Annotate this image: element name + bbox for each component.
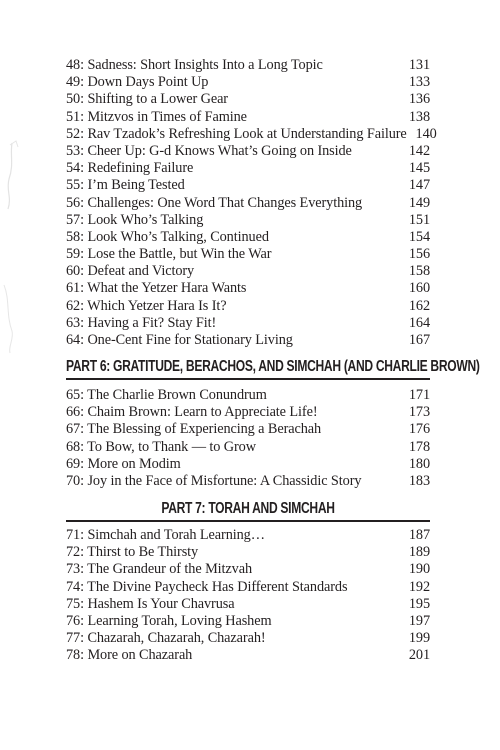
entry-title: 73: The Grandeur of the Mitzvah xyxy=(66,561,253,578)
toc-entry xyxy=(66,387,430,404)
entry-page-number: 197 xyxy=(408,612,430,629)
toc-entry xyxy=(66,143,430,160)
entry-page-number: 201 xyxy=(408,647,430,664)
entry-page-number: 149 xyxy=(408,194,430,211)
entry-title: 50: Shifting to a Lower Gear xyxy=(66,91,228,108)
toc-entry xyxy=(66,630,430,647)
entry-page-number: 176 xyxy=(408,421,430,438)
toc-part-7-list xyxy=(66,527,430,665)
entry-title: 58: Look Who’s Talking, Continued xyxy=(66,228,269,245)
entry-title: 65: The Charlie Brown Conundrum xyxy=(66,387,267,403)
toc-entry xyxy=(66,544,430,561)
entry-page-number: 171 xyxy=(408,387,430,403)
entry-title: 51: Mitzvos in Times of Famine xyxy=(66,108,247,125)
entry-page-number: 195 xyxy=(408,595,430,612)
entry-title: 76: Learning Torah, Loving Hashem xyxy=(66,612,272,629)
toc-entry xyxy=(66,177,430,194)
toc-entry xyxy=(66,439,430,456)
entry-title: 48: Sadness: Short Insights Into a Long Topic xyxy=(66,57,323,73)
entry-page-number: 183 xyxy=(408,472,430,489)
entry-page-number: 173 xyxy=(408,404,430,421)
toc-entry xyxy=(66,332,430,349)
entry-page-number: 156 xyxy=(408,246,430,263)
toc-entry xyxy=(66,613,430,630)
entry-title: 54: Redefining Failure xyxy=(66,160,194,177)
toc-entry xyxy=(66,404,430,421)
toc-entry xyxy=(66,647,430,664)
entry-page-number: 145 xyxy=(408,160,430,177)
part-7-header xyxy=(66,498,430,522)
entry-page-number: 162 xyxy=(408,297,430,314)
entry-title: 66: Chaim Brown: Learn to Appreciate Life! xyxy=(66,404,318,421)
entry-title: 53: Cheer Up: G-d Knows What’s Going on Inside xyxy=(66,142,352,159)
toc-entry xyxy=(66,74,430,91)
toc-entry xyxy=(66,579,430,596)
toc-entry xyxy=(66,246,430,263)
toc-entry xyxy=(66,473,430,490)
entry-page-number: 133 xyxy=(408,74,430,91)
entry-title: 67: The Blessing of Experiencing a Berachah xyxy=(66,421,322,438)
entry-page-number: 154 xyxy=(408,228,430,245)
entry-page-number: 178 xyxy=(408,438,430,455)
toc-entry xyxy=(66,298,430,315)
toc-entry xyxy=(66,109,430,126)
toc-entry xyxy=(66,280,430,297)
entry-page-number: 151 xyxy=(408,211,430,228)
entry-title: 57: Look Who’s Talking xyxy=(66,211,204,228)
entry-page-number: 164 xyxy=(408,314,430,331)
entry-page-number: 138 xyxy=(408,108,430,125)
entry-page-number: 190 xyxy=(408,561,430,578)
entry-title: 52: Rav Tzadok’s Refreshing Look at Understanding Failure xyxy=(66,125,407,142)
toc-entry xyxy=(66,561,430,578)
entry-title: 72: Thirst to Be Thirsty xyxy=(66,544,199,561)
toc-entry xyxy=(66,91,430,108)
entry-title: 78: More on Chazarah xyxy=(66,647,193,664)
toc-entry xyxy=(66,195,430,212)
entry-title: 69: More on Modim xyxy=(66,455,181,472)
toc-section-continued xyxy=(66,57,437,349)
entry-page-number: 167 xyxy=(408,332,430,348)
entry-page-number: 158 xyxy=(408,263,430,280)
entry-title: 70: Joy in the Face of Misfortune: A Chassidic Story xyxy=(66,472,362,489)
toc-entry xyxy=(66,315,430,332)
entry-page-number: 180 xyxy=(408,455,430,472)
toc-entry xyxy=(66,57,430,74)
entry-page-number: 136 xyxy=(408,91,430,108)
entry-title: 55: I’m Being Tested xyxy=(66,177,185,194)
toc-entry xyxy=(66,229,430,246)
entry-page-number: 192 xyxy=(408,578,430,595)
toc-entry xyxy=(66,125,437,143)
entry-title: 59: Lose the Battle, but Win the War xyxy=(66,246,272,263)
entry-title: 75: Hashem Is Your Chavrusa xyxy=(66,595,235,612)
entry-title: 60: Defeat and Victory xyxy=(66,263,195,280)
part-7-rule xyxy=(66,520,430,522)
entry-title: 61: What the Yetzer Hara Wants xyxy=(66,280,247,297)
entry-page-number: 142 xyxy=(408,142,430,159)
entry-page-number: 140 xyxy=(415,125,437,142)
entry-title: 63: Having a Fit? Stay Fit! xyxy=(66,314,217,331)
entry-title: 62: Which Yetzer Hara Is It? xyxy=(66,297,227,314)
part-6-heading: PART 6: GRATITUDE, BERACHOS, AND SIMCHAH (AND CHARLIE BROWN) xyxy=(66,358,480,375)
entry-page-number: 187 xyxy=(408,527,430,543)
entry-page-number: 160 xyxy=(408,280,430,297)
part-6-header xyxy=(66,356,480,380)
entry-title: 64: One-Cent Fine for Stationary Living xyxy=(66,332,293,348)
toc-entry xyxy=(66,160,430,177)
entry-title: 71: Simchah and Torah Learning… xyxy=(66,527,265,543)
entry-title: 49: Down Days Point Up xyxy=(66,74,209,91)
faint-figure-illustration xyxy=(0,135,40,355)
toc-entry xyxy=(66,263,430,280)
entry-title: 56: Challenges: One Word That Changes Everything xyxy=(66,194,363,211)
toc-entry xyxy=(66,596,430,613)
toc-entry xyxy=(66,212,430,229)
entry-title: 77: Chazarah, Chazarah, Chazarah! xyxy=(66,630,266,647)
entry-title: 74: The Divine Paycheck Has Different Standards xyxy=(66,578,348,595)
part-7-heading: PART 7: TORAH AND SIMCHAH xyxy=(161,500,335,517)
entry-page-number: 147 xyxy=(408,177,430,194)
toc-entry xyxy=(66,456,430,473)
entry-title: 68: To Bow, to Thank — to Grow xyxy=(66,438,256,455)
toc-entry xyxy=(66,527,430,544)
entry-page-number: 189 xyxy=(408,544,430,561)
part-6-rule xyxy=(66,378,430,380)
toc-part-6-list xyxy=(66,387,430,490)
entry-page-number: 199 xyxy=(408,630,430,647)
entry-page-number: 131 xyxy=(408,57,430,73)
toc-entry xyxy=(66,421,430,438)
